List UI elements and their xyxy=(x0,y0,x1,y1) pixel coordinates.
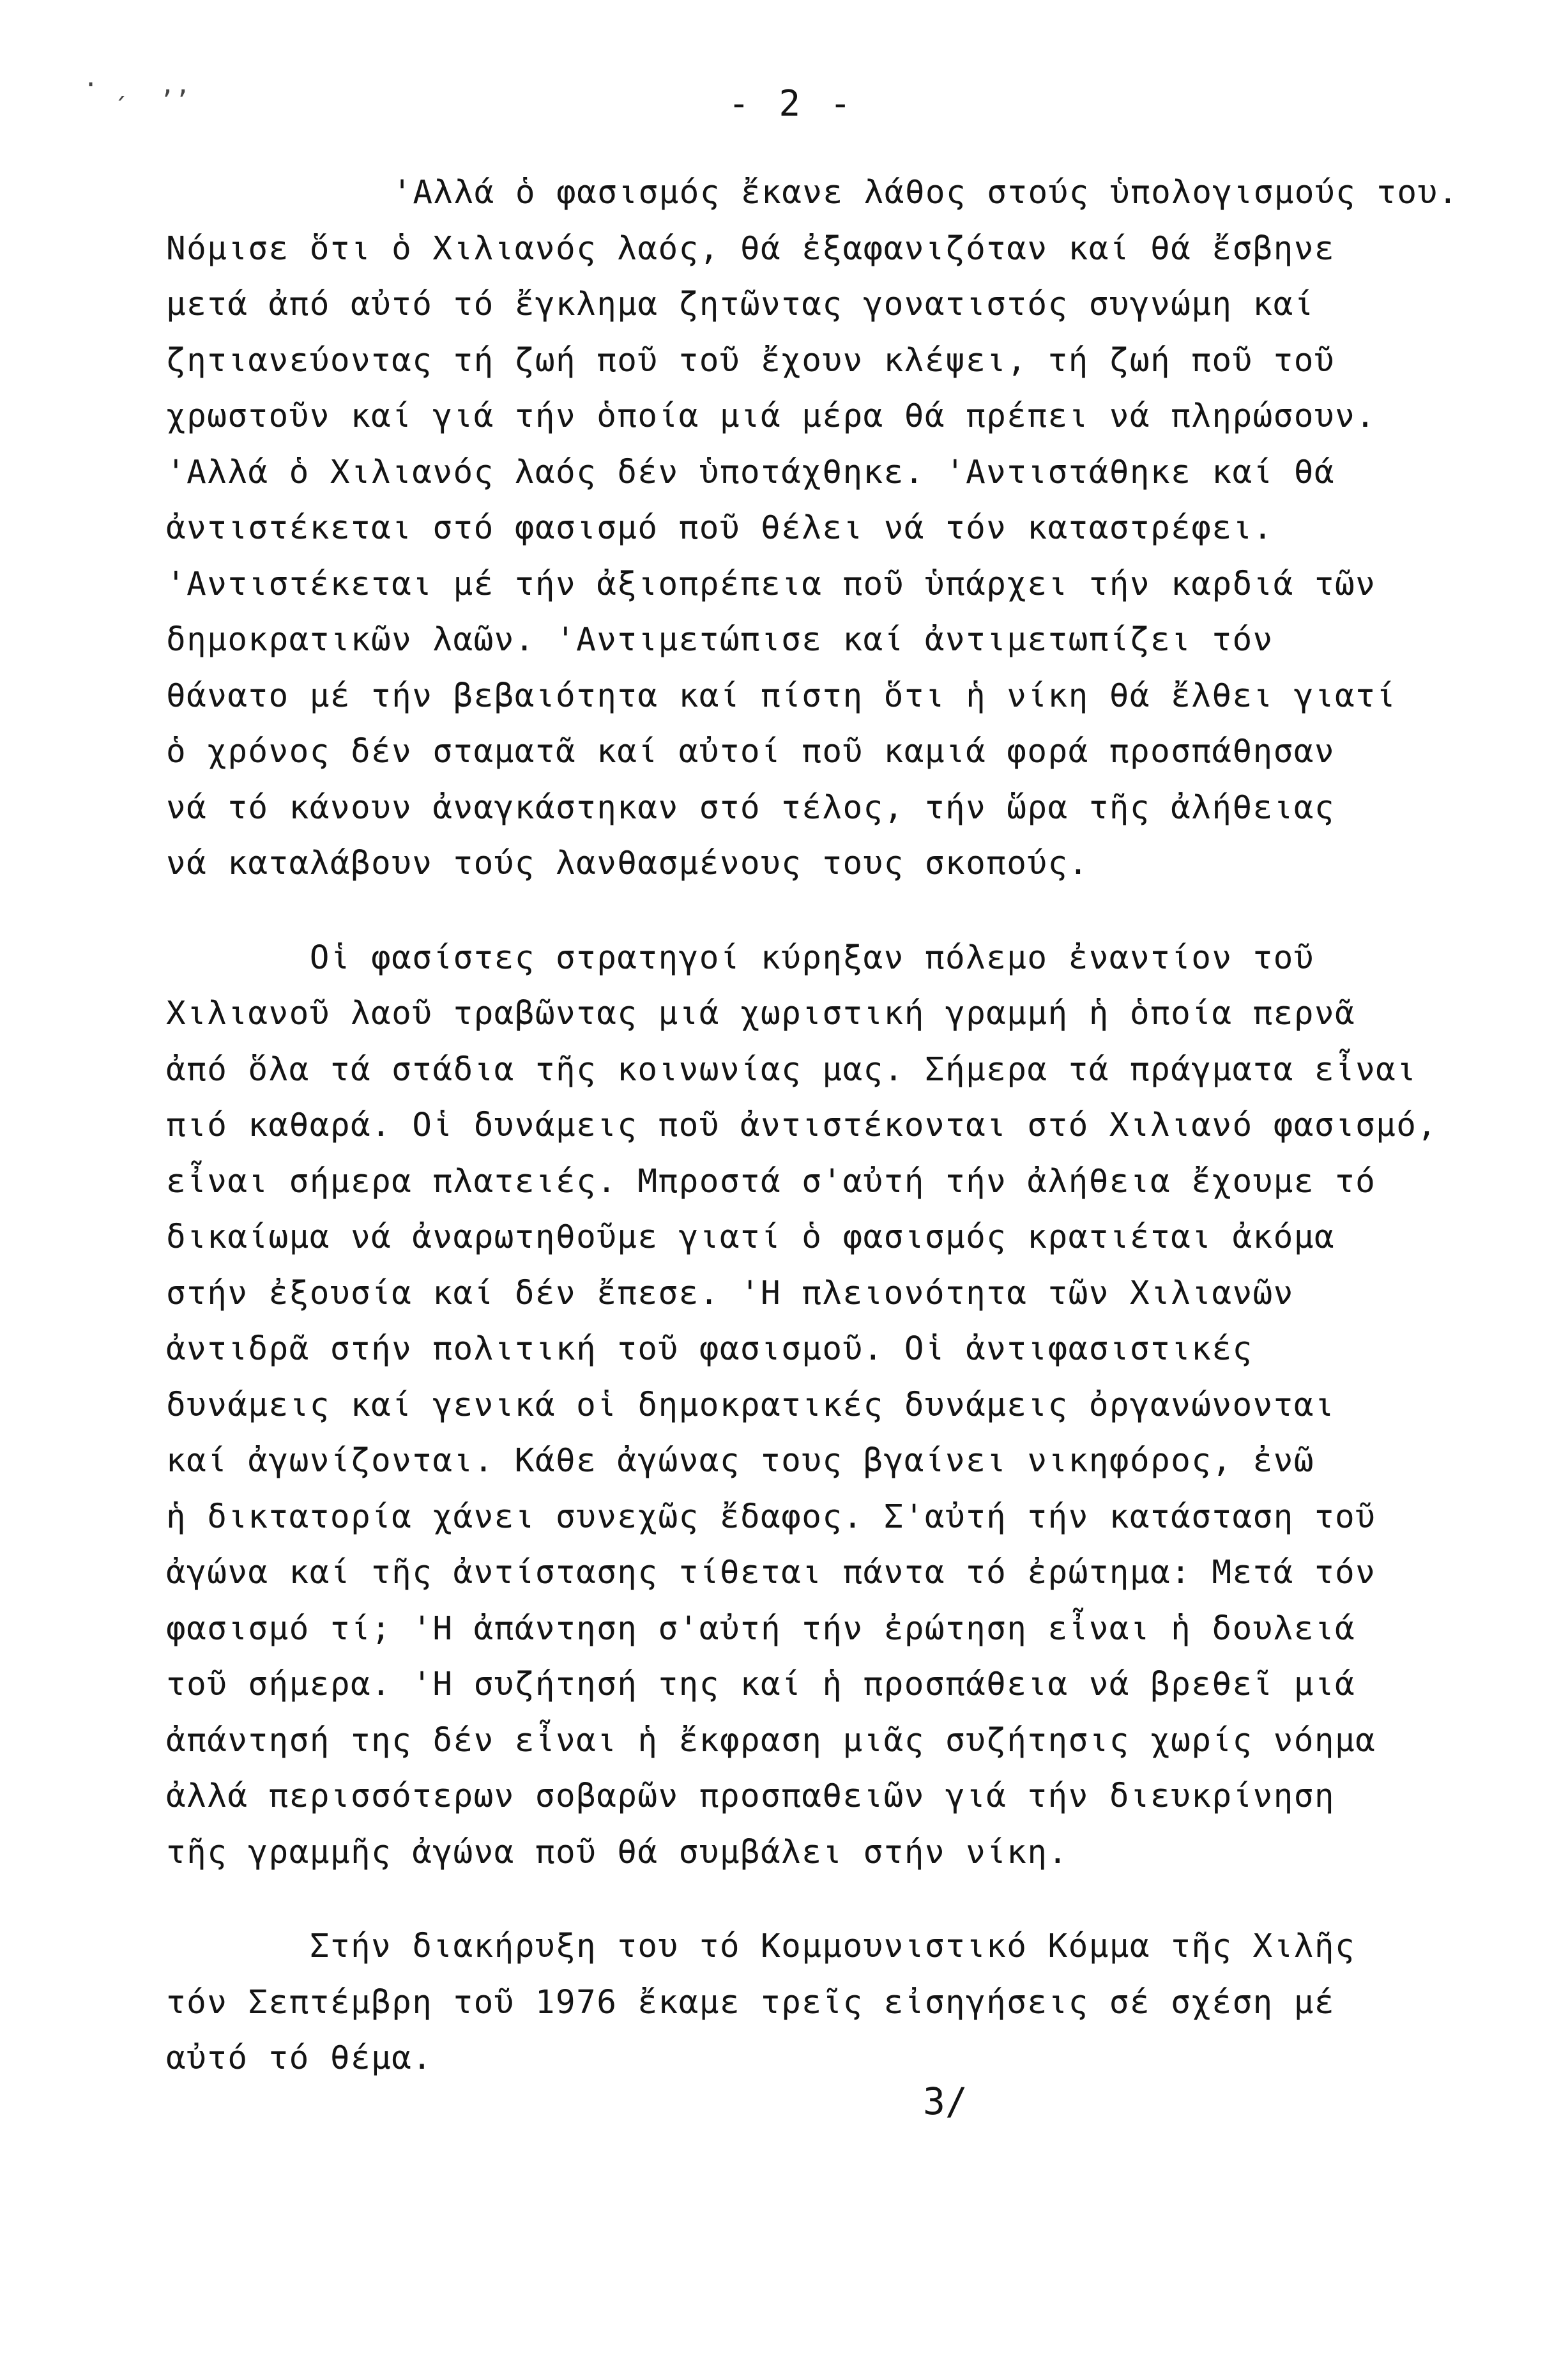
text-line: τόν Σεπτέμβρη τοῦ 1976 ἔκαμε τρεῖς εἰσηγήσεις σέ σχέση μέ xyxy=(166,1983,1335,2021)
text-line: Οἱ φασίστες στρατηγοί κύρηξαν πόλεμο ἐναντίον τοῦ xyxy=(166,939,1314,977)
text-line: ἀντιστέκεται στό φασισμό ποῦ θέλει νά τόν καταστρέφει. xyxy=(166,509,1274,547)
text-line: τῆς γραμμῆς ἀγώνα ποῦ θά συμβάλει στήν νίκη. xyxy=(166,1833,1069,1871)
text-line: δυνάμεις καί γενικά οἱ δημοκρατικές δυνάμεις ὀργανώνονται xyxy=(166,1386,1335,1424)
text-line: στήν ἐξουσία καί δέν ἔπεσε. 'Η πλειονότητα τῶν Χιλιανῶν xyxy=(166,1274,1294,1312)
text-line: καί ἀγωνίζονται. Κάθε ἀγώνας τους βγαίνει νικηφόρος, ἐνῶ xyxy=(166,1442,1314,1480)
next-page-mark: 3/ xyxy=(923,2080,968,2123)
text-line: νά τό κάνουν ἀναγκάστηκαν στό τέλος, τήν ὥρα τῆς ἀλήθειας xyxy=(166,788,1335,827)
text-line: θάνατο μέ τήν βεβαιότητα καί πίστη ὅτι ἡ νίκη θά ἔλθει γιατί xyxy=(166,677,1397,715)
text-line: Νόμισε ὅτι ὁ Χιλιανός λαός, θά ἐξαφανιζόταν καί θά ἔσβηνε xyxy=(166,229,1335,268)
text-line: αὐτό τό θέμα. xyxy=(166,2039,433,2077)
text-line: ἀντιδρᾶ στήν πολιτική τοῦ φασισμοῦ. Οἱ ἀντιφασιστικές xyxy=(166,1330,1253,1368)
text-line: φασισμό τί; 'Η ἀπάντηση σ'αὐτή τήν ἐρώτηση εἶναι ἡ δουλειά xyxy=(166,1609,1356,1648)
paragraph-3 xyxy=(166,1919,1501,2087)
paragraph-1 xyxy=(166,165,1501,892)
text-line: ὁ χρόνος δέν σταματᾶ καί αὐτοί ποῦ καμιά φορά προσπάθησαν xyxy=(166,733,1335,771)
text-line: ἀγώνα καί τῆς ἀντίστασης τίθεται πάντα τό ἐρώτημα: Μετά τόν xyxy=(166,1554,1376,1591)
page-number: - 2 - xyxy=(728,83,855,125)
text-line: ζητιανεύοντας τή ζωή ποῦ τοῦ ἔχουν κλέψει, τή ζωή ποῦ τοῦ xyxy=(166,341,1335,380)
text-line: ἀλλά περισσότερων σοβαρῶν προσπαθειῶν γιά τήν διευκρίνηση xyxy=(166,1777,1335,1815)
text-line: Χιλιανοῦ λαοῦ τραβῶντας μιά χωριστική γραμμή ἡ ὁποία περνᾶ xyxy=(166,995,1356,1032)
text-line: δημοκρατικῶν λαῶν. 'Αντιμετώπισε καί ἀντιμετωπίζει τόν xyxy=(166,621,1274,659)
text-line: 'Αλλά ὁ φασισμός ἔκανε λάθος στούς ὑπολογισμούς του. xyxy=(351,174,1459,211)
text-line: ἡ δικτατορία χάνει συνεχῶς ἔδαφος. Σ'αὐτή τήν κατάσταση τοῦ xyxy=(166,1498,1376,1536)
text-line: ἀπάντησή της δέν εἶναι ἡ ἔκφραση μιᾶς συζήτησις χωρίς νόημα xyxy=(166,1721,1376,1760)
text-line: τοῦ σήμερα. 'Η συζήτησή της καί ἡ προσπάθεια νά βρεθεῖ μιά xyxy=(166,1666,1356,1703)
text-line: νά καταλάβουν τούς λανθασμένους τους σκοπούς. xyxy=(166,845,1089,882)
text-line: δικαίωμα νά ἀναρωτηθοῦμε γιατί ὁ φασισμός κρατιέται ἀκόμα xyxy=(166,1218,1335,1256)
text-line: ἀπό ὅλα τά στάδια τῆς κοινωνίας μας. Σήμερα τά πράγματα εἶναι xyxy=(166,1050,1417,1089)
text-line: πιό καθαρά. Οἱ δυνάμεις ποῦ ἀντιστέκονται στό Χιλιανό φασισμό, xyxy=(166,1107,1438,1144)
scan-specks: · ˏ ,, xyxy=(83,70,191,100)
text-line: 'Αλλά ὁ Χιλιανός λαός δέν ὑποτάχθηκε. 'Αντιστάθηκε καί θά xyxy=(166,453,1335,491)
body-text xyxy=(166,165,1501,2087)
text-line: 'Αντιστέκεται μέ τήν ἀξιοπρέπεια ποῦ ὑπάρχει τήν καρδιά τῶν xyxy=(166,565,1376,603)
text-line: χρωστοῦν καί γιά τήν ὁποία μιά μέρα θά πρέπει νά πληρώσουν. xyxy=(166,397,1376,435)
paragraph-2 xyxy=(166,930,1501,1881)
text-line: Στήν διακήρυξη του τό Κομμουνιστικό Κόμμα τῆς Χιλῆς xyxy=(166,1928,1356,1965)
text-line: μετά ἀπό αὐτό τό ἔγκλημα ζητῶντας γονατιστός συγνώμη καί xyxy=(166,286,1314,323)
text-line: εἶναι σήμερα πλατειές. Μπροστά σ'αὐτή τήν ἀλήθεια ἔχουμε τό xyxy=(166,1162,1376,1200)
